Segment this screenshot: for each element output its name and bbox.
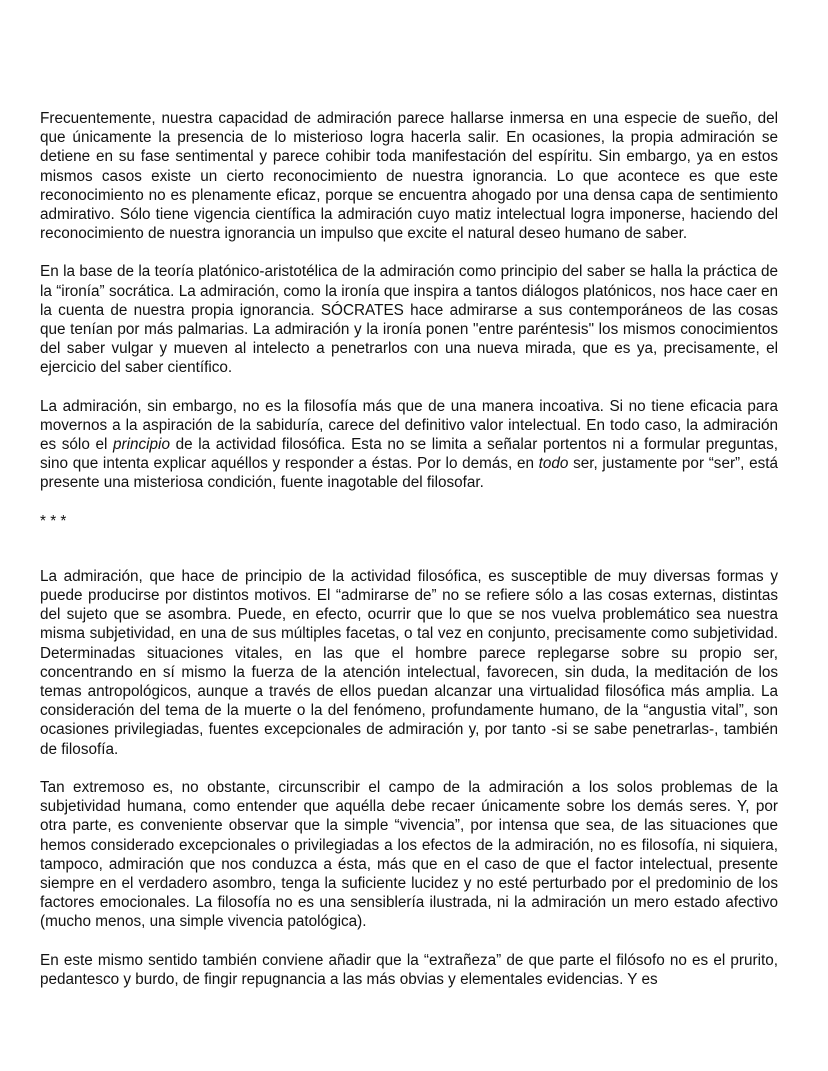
paragraph-4-text: La admiración, que hace de principio de la actividad filosófica, es susceptible de muy diversas formas y puede producirse por distintos motivos. El “admirarse de” no se refiere sólo a las cosas externas, distintas del sujeto que se asombra. Puede, en efecto, ocurrir que lo que se nos vuelva problemático sea nuestra misma subjetividad, en una de sus múltiples facetas, o tal vez en conjunto, precisamente como subjetividad. Determinadas situaciones vitales, en las que el hombre parece replegarse sobre su propio ser, concentrando en sí mismo la fuerza de la atención intelectual, favorecen, sin duda, la meditación de los temas antropológicos, aunque a través de ellos puedan alcanzar una virtualidad filosófica más amplia. La consideración del tema de la muerte o la del fenómeno, profundamente humano, de la “angustia vital”, son ocasiones privilegiadas, fuentes excepcionales de admiración y, por tanto -si se sabe penetrarlas-, también de filosofía. [40,567,778,758]
section-separator: * * * [40,512,67,530]
paragraph-3 [40,397,778,493]
emphasis-todo: todo [538,455,569,473]
paragraph-6 [40,951,778,989]
emphasis-principio: principio [112,436,170,454]
paragraph-2 [40,262,778,377]
paragraph-3-text-b: de la actividad filosófica. Esta no se limita a señalar portentos ni a formular preguntas, sino que intenta explicar aquéllos y responder a éstas. Por lo demás, en [40,436,779,473]
paragraph-1-text: Frecuentemente, nuestra capacidad de admiración parece hallarse inmersa en una especie de sueño, del que únicamente la presencia de lo misterioso logra hacerla salir. En ocasiones, la propia admiración se detiene en su fase sentimental y parece cohibir toda manifestación del espíritu. Sin embargo, ya en estos mismos casos existe un cierto reconocimiento de nuestra ignorancia. Lo que acontece es que este reconocimiento no es plenamente eficaz, porque se encuentra ahogado por una densa capa de sentimiento admirativo. Sólo tiene vigencia científica la admiración cuyo matiz intelectual logra imponerse, haciendo del reconocimiento de nuestra ignorancia un impulso que excite el natural deseo humano de saber. [40,110,778,243]
paragraph-5-text: Tan extremoso es, no obstante, circunscribir el campo de la admiración a los solos problemas de la subjetividad humana, como entender que aquélla debe recaer únicamente sobre los demás seres. Y, por otra parte, es conveniente observar que la simple “vivencia”, por intensa que sea, de las situaciones que hemos considerado excepcionales o privilegiadas a los efectos de la admiración, no es filosofía, ni siquiera, tampoco, admiración que nos conduzca a ésta, más que en el caso de que el factor intelectual, presente siempre en el verdadero asombro, tenga la suficiente lucidez y no esté perturbado por el predominio de los factores emocionales. La filosofía no es una sensiblería ilustrada, ni la admiración un mero estado afectivo (mucho menos, una simple vivencia patológica). [40,778,778,931]
paragraph-4 [40,567,778,759]
document-page [40,109,778,989]
paragraph-1 [40,109,778,243]
paragraph-3-text-a: La admiración, sin embargo, no es la filosofía más que de una manera incoativa. Si no tiene eficacia para movernos a la aspiración de la sabiduría, carece del definitivo valor intelectual. En todo caso, la admiración es sólo el [40,397,778,454]
paragraph-5 [40,778,778,932]
paragraph-6-text: En este mismo sentido también conviene añadir que la “extrañeza” de que parte el filósofo no es el prurito, pedantesco y burdo, de fingir repugnancia a las más obvias y elementales evidencias. Y es [40,951,778,988]
paragraph-2-text: En la base de la teoría platónico-aristotélica de la admiración como principio del saber se halla la práctica de la “ironía” socrática. La admiración, como la ironía que inspira a tantos diálogos platónicos, nos hace caer en la cuenta de nuestra propia ignorancia. SÓCRATES hace admirarse a sus contemporáneos de las cosas que tenían por más palmarias. La admiración y la ironía ponen "entre paréntesis" los mismos conocimientos del saber vulgar y mueven al intelecto a penetrarlos con una nueva mirada, que es ya, precisamente, el ejercicio del saber científico. [40,263,778,377]
paragraph-3-text-c: ser, justamente por “ser”, está presente una misteriosa condición, fuente inagotable del filosofar. [40,455,778,492]
